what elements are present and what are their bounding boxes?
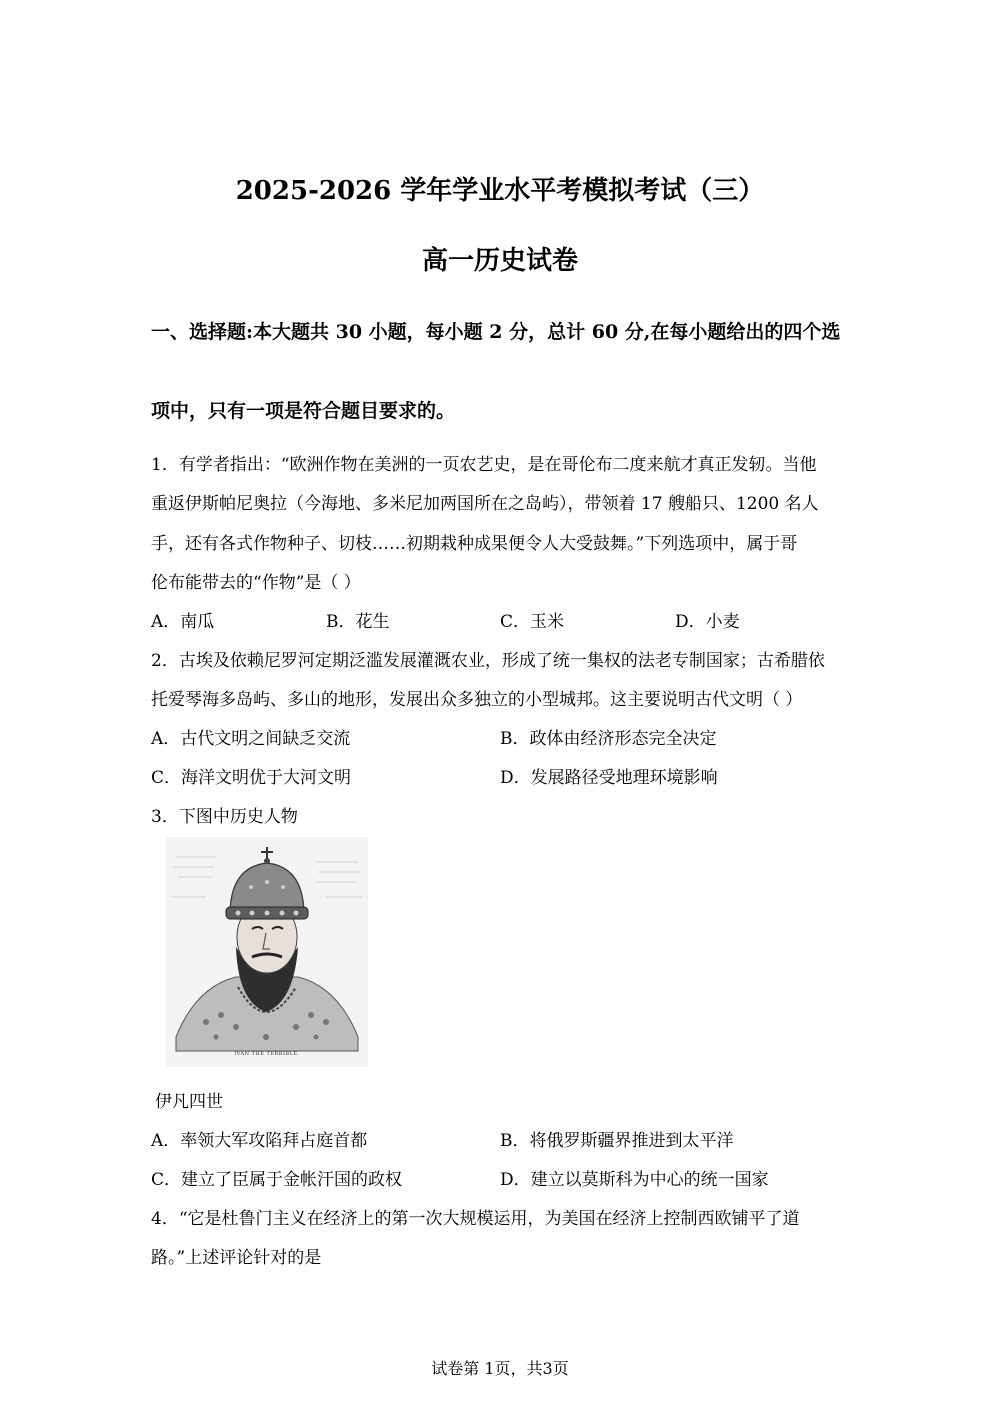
- q1-option-a[interactable]: A．南瓜: [151, 612, 215, 632]
- q1-line-1: 1．有学者指出：“欧洲作物在美洲的一页农艺史，是在哥伦布二度来航才真正发轫。当他: [151, 455, 817, 475]
- section-heading-line-2: 项中，只有一项是符合题目要求的。: [151, 400, 456, 422]
- q1-line-4: 伦布能带去的“作物”是（ ）: [151, 573, 361, 593]
- q3-option-c[interactable]: C．建立了臣属于金帐汗国的政权: [151, 1170, 403, 1190]
- portrait-engraving-caption: IVAN THE TERRIBLE.: [234, 1051, 300, 1057]
- section-heading-line-1: 一、选择题:本大题共 30 小题，每小题 2 分，总计 60 分,在每小题给出的四个选: [151, 321, 841, 343]
- q2-line-1: 2．古埃及依赖尼罗河定期泛滥发展灌溉农业，形成了统一集权的法老专制国家；古希腊依: [151, 651, 825, 671]
- q1-option-c[interactable]: C．玉米: [500, 612, 565, 632]
- q1-option-d[interactable]: D．小麦: [675, 612, 740, 632]
- q3-option-d[interactable]: D．建立以莫斯科为中心的统一国家: [500, 1170, 769, 1190]
- q1-line-2: 重返伊斯帕尼奥拉（今海地、多米尼加两国所在之岛屿），带领着 17 艘船只、1200 名人: [151, 494, 819, 514]
- q4-line-1: 4．“它是杜鲁门主义在经济上的第一次大规模运用，为美国在经济上控制西欧铺平了道: [151, 1209, 800, 1229]
- q1-option-b[interactable]: B．花生: [326, 612, 390, 632]
- page-footer: 试卷第 1页，共3页: [431, 1359, 569, 1378]
- q2-option-d[interactable]: D．发展路径受地理环境影响: [500, 768, 718, 788]
- q4-line-2: 路。”上述评论针对的是: [151, 1248, 322, 1268]
- q3-stem: 3．下图中历史人物: [151, 807, 298, 827]
- q2-option-a[interactable]: A．古代文明之间缺乏交流: [151, 729, 351, 749]
- q3-option-a[interactable]: A．率领大军攻陷拜占庭首都: [151, 1131, 368, 1151]
- q2-option-c[interactable]: C．海洋文明优于大河文明: [151, 768, 352, 788]
- q2-line-2: 托爱琴海多岛屿、多山的地形，发展出众多独立的小型城邦。这主要说明古代文明（ ）: [151, 690, 803, 710]
- ivan-iv-portrait-image: [166, 837, 368, 1067]
- q3-image-caption: 伊凡四世: [155, 1092, 223, 1112]
- q3-option-b[interactable]: B．将俄罗斯疆界推进到太平洋: [500, 1131, 734, 1151]
- exam-subtitle: 高一历史试卷: [421, 246, 578, 276]
- exam-title: 2025-2026 学年学业水平考模拟考试（三）: [235, 176, 765, 206]
- q1-line-3: 手，还有各式作物种子、切枝……初期栽种成果便令人大受鼓舞。”下列选项中，属于哥: [151, 534, 798, 554]
- q2-option-b[interactable]: B．政体由经济形态完全决定: [500, 729, 717, 749]
